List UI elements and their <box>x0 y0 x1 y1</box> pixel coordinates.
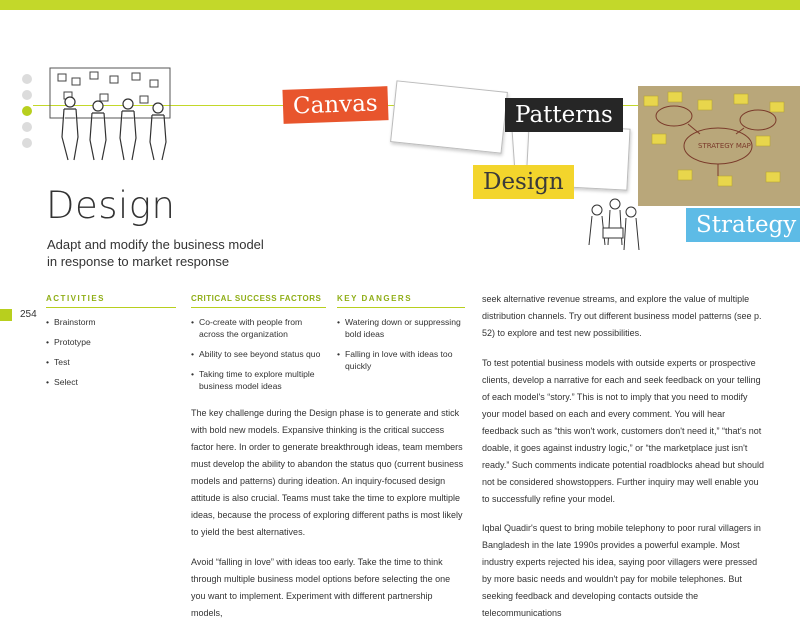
success-factors-rule <box>191 307 326 308</box>
canvas-sheet <box>390 80 508 153</box>
body-paragraph-4: To test potential business models with outside experts or prospective clients, develop a narrative for each and seek feedback on your telling of each model's “story.” This is not to imply that you need to modify your model based on each and every comment. You will hear feedback such as “this won't work, customers don't need it,” “that's not doable, it goes against industry logic,” or “the marketplace just isn't ready.” Such comments indicate potential roadblocks ahead but should not be considered showstoppers. Further inquiry may well enable you to successfully refine your model. <box>482 358 765 504</box>
strategy-photo <box>638 86 800 206</box>
page-subtitle <box>47 236 307 270</box>
list-item: • Co-create with people from across the organization <box>191 316 326 340</box>
phase-dot-5 <box>22 138 32 148</box>
patterns-label: Patterns <box>505 98 623 132</box>
subtitle-line-2: in response to market response <box>47 254 230 269</box>
list-item: • Falling in love with ideas too quickly <box>337 348 465 372</box>
list-item: • Ability to see beyond status quo <box>191 348 326 360</box>
strategy-label: Strategy <box>686 208 800 242</box>
canvas-label: Canvas <box>282 86 388 124</box>
top-accent-bar <box>0 0 800 10</box>
phase-collage <box>283 78 800 258</box>
success-factors-heading: CRITICAL SUCCESS FACTORS <box>191 294 322 303</box>
list-item: • Prototype <box>46 336 176 348</box>
list-item: • Select <box>46 376 176 388</box>
phase-dot-1 <box>22 74 32 84</box>
key-dangers-list <box>337 316 465 380</box>
list-item: • Taking time to explore multiple business model ideas <box>191 368 326 392</box>
phase-progress-dots <box>22 74 34 154</box>
activities-list <box>46 316 176 396</box>
strategy-photo-note: STRATEGY MAP <box>698 142 751 150</box>
list-item: • Watering down or suppressing bold ideas <box>337 316 465 340</box>
body-paragraph-5: Iqbal Quadir's quest to bring mobile telephony to poor rural villagers in Bangladesh in the late 1990s provides a powerful example. Most industry experts rejected his idea, saying poor villagers were pressed by more basic needs and wouldn't pay for mobile telephones. But seeking feedback and developing contacts outside the telecommunications <box>482 523 761 618</box>
key-dangers-heading: KEY DANGERS <box>337 294 413 303</box>
phase-dot-4 <box>22 122 32 132</box>
page-marker <box>0 309 12 321</box>
list-item: • Brainstorm <box>46 316 176 328</box>
group-sketch-illustration <box>583 190 643 260</box>
design-label: Design <box>473 165 574 199</box>
page-title: Design <box>46 184 176 227</box>
activities-rule <box>46 307 176 308</box>
team-sketch-illustration <box>40 62 190 162</box>
body-paragraph-3: seek alternative revenue streams, and explore the value of multiple distribution channels. Try out different business model patterns (see p. 52) to explore and test new possibilities. <box>482 294 762 338</box>
page-number: 254 <box>20 309 37 320</box>
success-factors-list <box>191 316 326 400</box>
phase-dot-active <box>22 106 32 116</box>
body-paragraph-2: Avoid “falling in love” with ideas too early. Take the time to think through multiple business model options before selecting the one you want to implement. Experiment with different partnership models, <box>191 557 451 618</box>
subtitle-line-1: Adapt and modify the business model <box>47 237 264 252</box>
list-item: • Test <box>46 356 176 368</box>
activities-heading: ACTIVITIES <box>46 294 106 303</box>
phase-dot-2 <box>22 90 32 100</box>
body-paragraph-1: The key challenge during the Design phase is to generate and stick with bold new models. Expansive thinking is the critical success factor here. In order to generate breakthrough ideas, team members must develop the ability to abandon the status quo (current business models and patterns) during ideation. An inquiry-focused design attitude is also crucial. Teams must take the time to explore multiple ideas, because the process of exploring different paths is most likely to yield the best alternatives. <box>191 408 464 537</box>
key-dangers-rule <box>337 307 465 308</box>
